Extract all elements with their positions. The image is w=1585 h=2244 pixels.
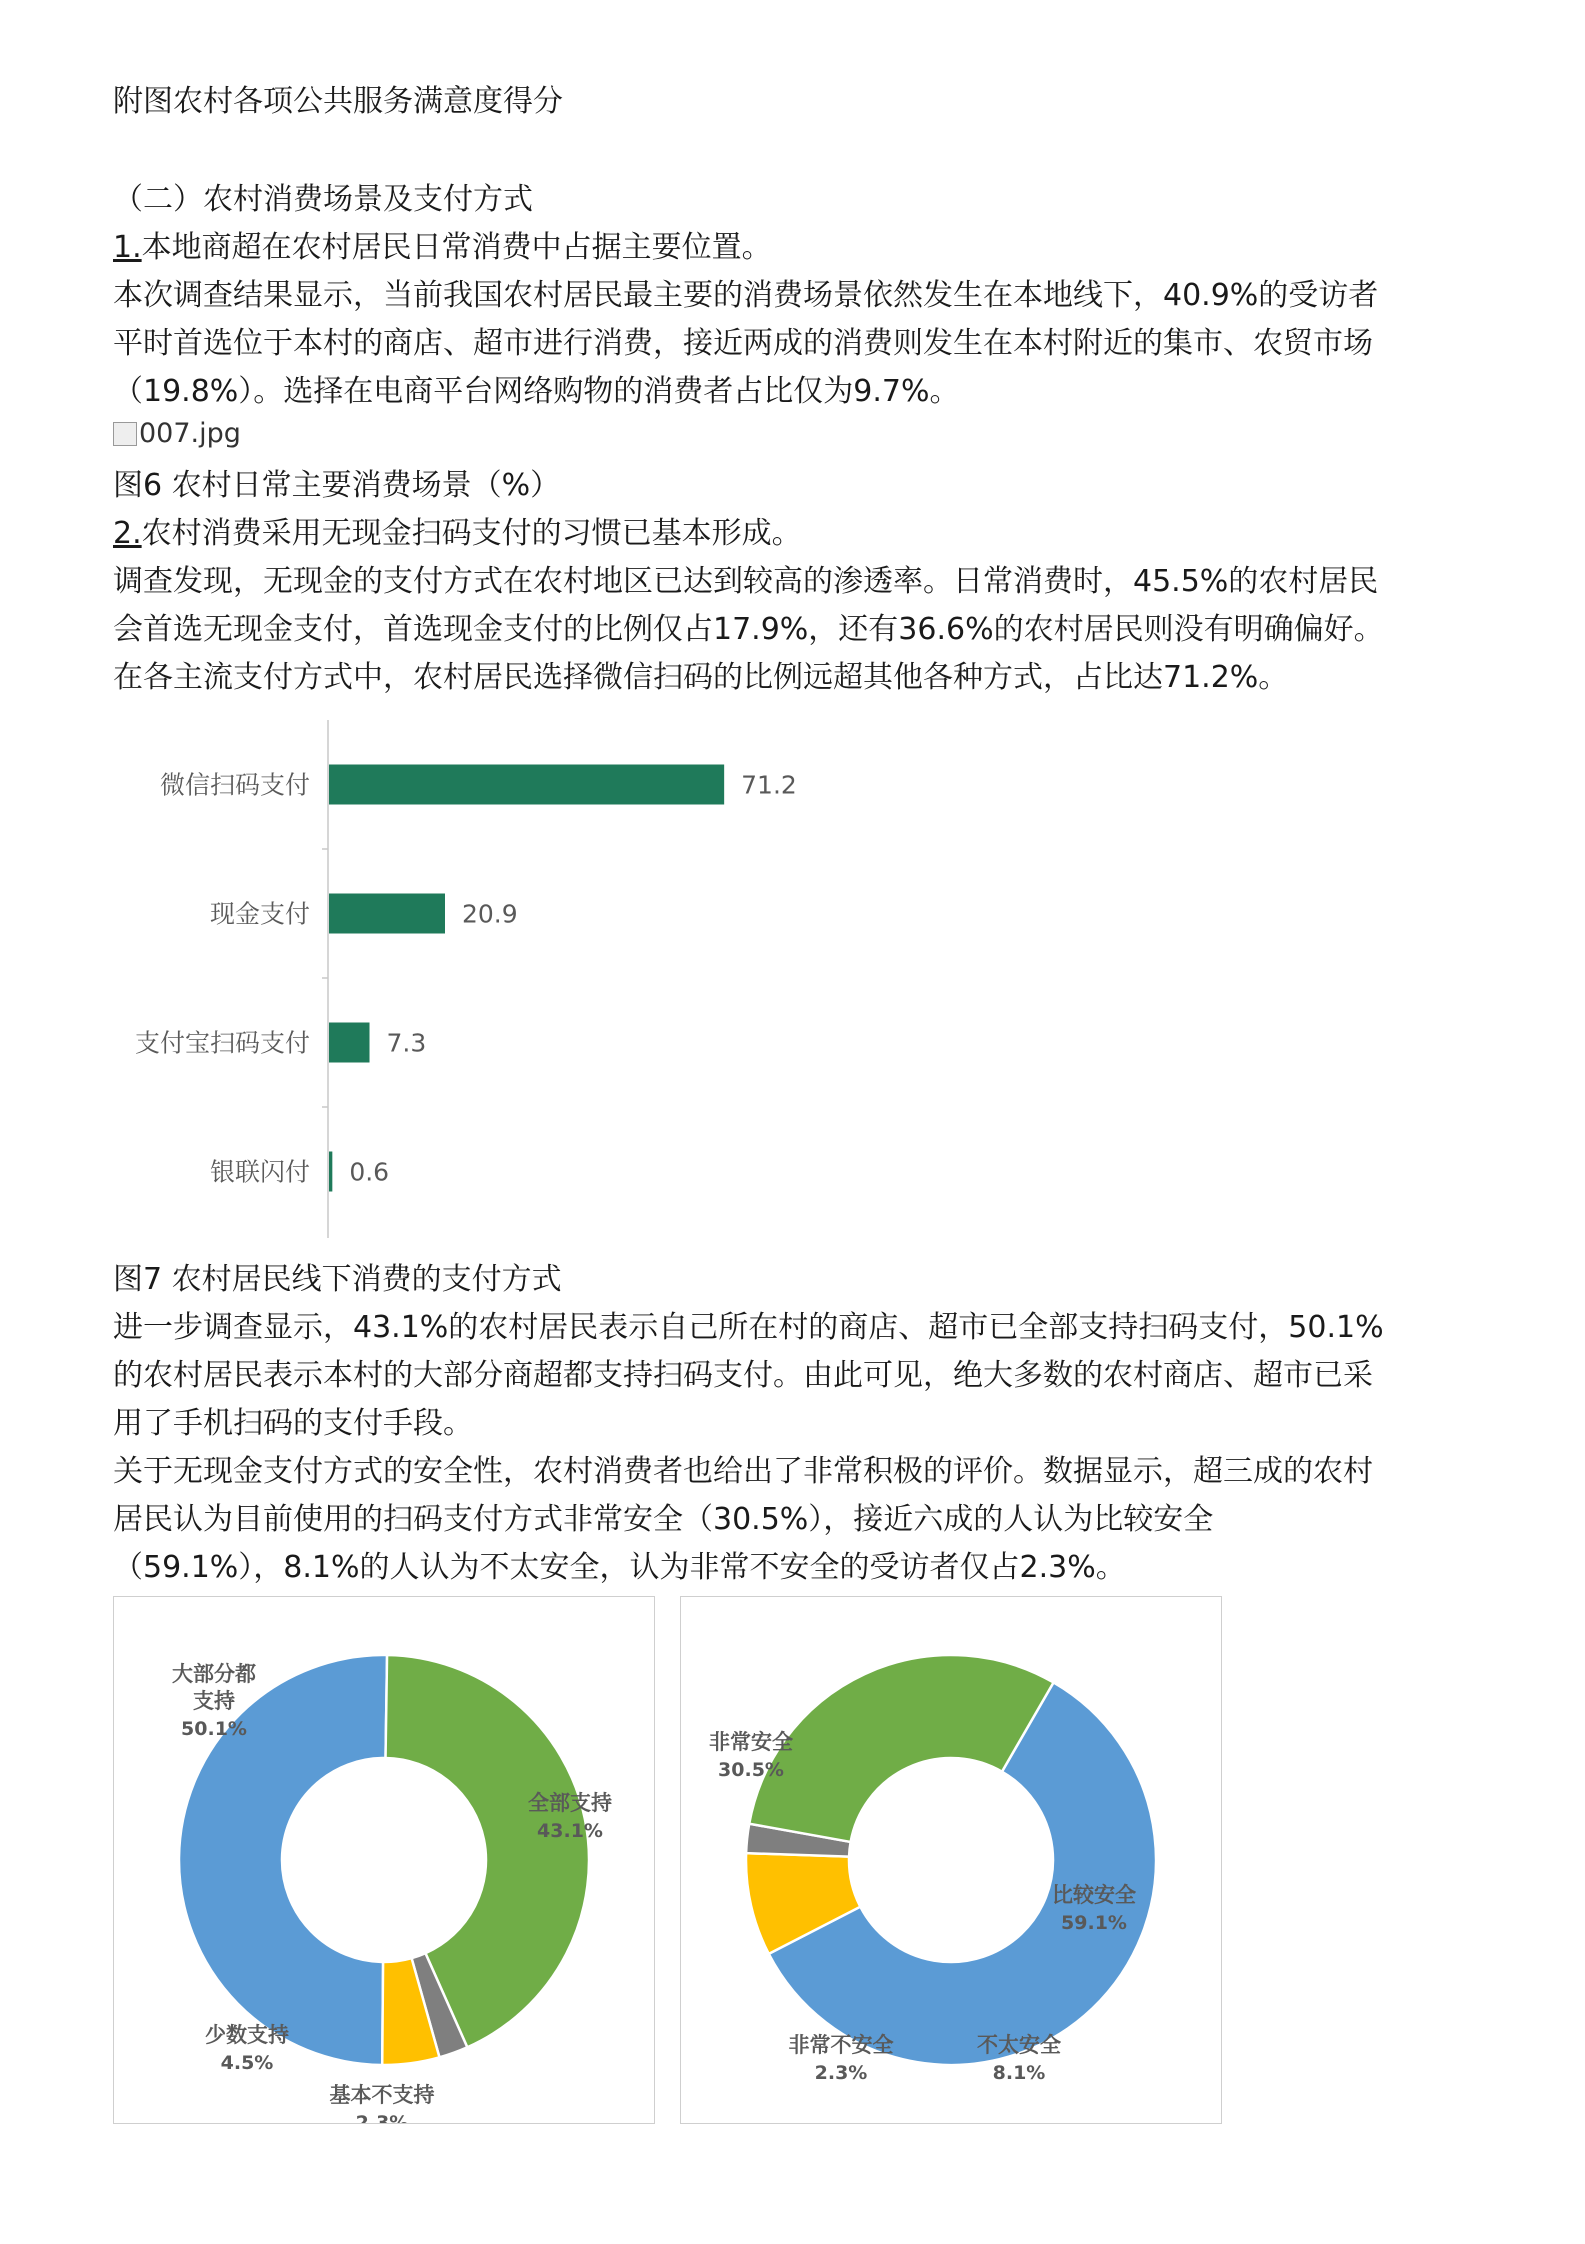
data-label: 20.9 <box>461 899 518 929</box>
slice-label-name: 不太安全 <box>977 2033 1061 2057</box>
slice-label-value: 2.3% <box>814 2062 868 2084</box>
paragraph-line: 平时首选位于本村的商店、超市进行消费，接近两成的消费则发生在本村附近的集市、农贸市场 <box>113 326 1373 361</box>
scan-support-donut-frame <box>113 1596 655 2124</box>
broken-image-alt: 007.jpg <box>139 418 241 449</box>
slice-label-value: 43.1% <box>537 1820 603 1842</box>
slice-label-name: 非常不安全 <box>788 2033 894 2057</box>
slice-label <box>330 2083 435 2123</box>
safety-donut-chart <box>681 1597 1221 2123</box>
broken-image-icon <box>113 422 137 446</box>
scan-support-donut-chart <box>114 1597 654 2123</box>
data-label: 71.2 <box>741 770 797 800</box>
bar <box>329 1152 332 1192</box>
paragraph-line: 本次调查结果显示，当前我国农村居民最主要的消费场景依然发生在本地线下，40.9%的受访者 <box>113 278 1379 313</box>
tick-label: 微信扫码支付 <box>159 770 310 800</box>
slice-label-value: 59.1% <box>1061 1912 1127 1934</box>
paragraph-line: 关于无现金支付方式的安全性，农村消费者也给出了非常积极的评价。数据显示，超三成的农村 <box>113 1454 1373 1489</box>
slice-label-name: 少数支持 <box>205 2023 289 2047</box>
paragraph-line: 进一步调查显示，43.1%的农村居民表示自己所在村的商店、超市已全部支持扫码支付，50.1% <box>113 1310 1384 1345</box>
donut-slice <box>179 1655 387 2065</box>
bar <box>329 1023 370 1063</box>
slice-label-value: 4.5% <box>220 2052 274 2074</box>
data-label: 7.3 <box>386 1028 427 1058</box>
slice-label-name: 比较安全 <box>1052 1883 1136 1907</box>
slice-label-name: 全部支持 <box>528 1791 612 1815</box>
point-heading-1 <box>113 224 772 272</box>
data-label: 0.6 <box>349 1157 390 1187</box>
slice-label-value: 50.1% <box>181 1718 247 1740</box>
point-number: 1. <box>113 230 142 265</box>
payment-method-bar-chart <box>100 720 1000 1240</box>
slice-label-name: 基本不支持 <box>329 2083 435 2107</box>
section-heading: （二）农村消费场景及支付方式 <box>113 182 533 217</box>
paragraph-line: 的农村居民表示本村的大部分商超都支持扫码支付。由此可见，绝大多数的农村商店、超市已采 <box>113 1358 1373 1393</box>
paragraph-line: 居民认为目前使用的扫码支付方式非常安全（30.5%），接近六成的人认为比较安全 <box>113 1502 1214 1537</box>
point-text: 农村消费采用无现金扫码支付的习惯已基本形成。 <box>141 516 802 551</box>
slice-label-value: 8.1% <box>992 2062 1046 2084</box>
point-number: 2. <box>113 516 142 551</box>
tick-label: 银联闪付 <box>209 1157 310 1187</box>
safety-donut-frame <box>680 1596 1222 2124</box>
tick-label: 现金支付 <box>209 899 310 929</box>
bar <box>329 765 724 805</box>
bar <box>329 894 445 934</box>
slice-label-name: 支持 <box>193 1689 235 1713</box>
paragraph-line: 会首选无现金支付，首选现金支付的比例仅占17.9%，还有36.6%的农村居民则没有明确偏好。 <box>113 612 1384 647</box>
paragraph-line: 用了手机扫码的支付手段。 <box>113 1406 473 1441</box>
paragraph-line: （59.1%），8.1%的人认为不太安全，认为非常不安全的受访者仅占2.3%。 <box>113 1550 1126 1585</box>
slice-label-name: 大部分都 <box>172 1662 256 1686</box>
donut-slice <box>749 1655 1053 1842</box>
slice-label <box>172 1662 256 1740</box>
paragraph-line: 在各主流支付方式中，农村居民选择微信扫码的比例远超其他各种方式，占比达71.2%。 <box>113 660 1289 695</box>
slice-label-value: 30.5% <box>718 1759 784 1781</box>
slice-label-value: 2.3% <box>355 2112 409 2123</box>
slice-label <box>205 2023 289 2074</box>
figure-caption: 图6 农村日常主要消费场景（%） <box>113 468 561 503</box>
tick-label: 支付宝扫码支付 <box>134 1028 310 1058</box>
point-text: 本地商超在农村居民日常消费中占据主要位置。 <box>141 230 772 265</box>
figure-caption: 图7 农村居民线下消费的支付方式 <box>113 1262 562 1297</box>
broken-image <box>113 414 241 454</box>
paragraph-line: 调查发现，无现金的支付方式在农村地区已达到较高的渗透率。日常消费时，45.5%的农村居民 <box>113 564 1379 599</box>
slice-label <box>789 2033 894 2084</box>
figure-caption: 附图农村各项公共服务满意度得分 <box>113 84 563 119</box>
point-heading-2 <box>113 510 802 558</box>
paragraph-line: （19.8%）。选择在电商平台网络购物的消费者占比仅为9.7%。 <box>113 374 960 409</box>
slice-label-name: 非常安全 <box>709 1730 793 1754</box>
